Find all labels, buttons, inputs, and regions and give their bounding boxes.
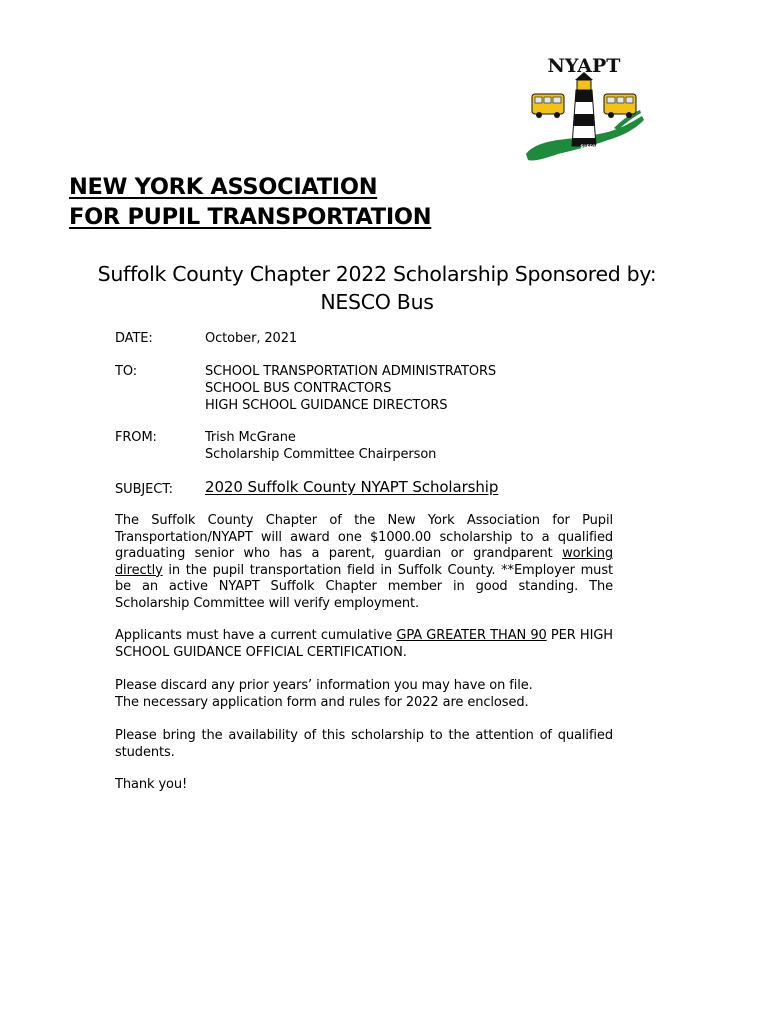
organization-title-line2: FOR PUPIL TRANSPORTATION [69, 204, 432, 230]
subtitle-line2: NESCO Bus [320, 290, 434, 314]
p3-line1: Please discard any prior years’ information you may have on file. [115, 678, 533, 693]
p2-text: Applicants must have a current cumulative [115, 628, 397, 643]
logo-text: NYAPT [547, 55, 621, 77]
date-label: DATE: [115, 331, 153, 346]
p5-text: Thank you! [115, 777, 188, 792]
p1-text-cont: in the pupil transportation field in Suffolk County. **Employer must be an active NYAPT Suffolk Chapter member in good standing. The Scholarship Committee will verify employment. [115, 562, 613, 611]
to-recipient: SCHOOL BUS CONTRACTORS [205, 381, 392, 396]
lighthouse-icon [572, 72, 596, 146]
p3-line2: The necessary application form and rules for 2022 are enclosed. [115, 694, 529, 710]
p1-underlined: working directly [115, 546, 613, 578]
p4-text: Please bring the availability of this scholarship to the attention of qualified students. [115, 728, 613, 760]
from-title: Scholarship Committee Chairperson [205, 447, 437, 462]
closing-text [115, 777, 613, 794]
body-paragraph-3 [115, 678, 613, 711]
to-values [205, 363, 496, 414]
to-label: TO: [115, 364, 138, 379]
subject-label: SUBJECT: [115, 482, 173, 497]
body-paragraph-2 [115, 628, 613, 661]
p2-underlined: GPA GREATER THAN 90 [396, 628, 547, 643]
subtitle-line1: Suffolk County Chapter 2022 Scholarship Sponsored by: [97, 262, 657, 286]
organization-title-line1: NEW YORK ASSOCIATION [69, 174, 378, 200]
school-bus-left-icon [532, 94, 564, 118]
body-paragraph-4 [115, 728, 613, 761]
school-bus-right-icon [604, 94, 636, 118]
to-recipient: HIGH SCHOOL GUIDANCE DIRECTORS [205, 398, 448, 413]
from-values [205, 429, 436, 463]
to-recipient: SCHOOL TRANSPORTATION ADMINISTRATORS [205, 364, 497, 379]
p1-text: The Suffolk County Chapter of the New York Association for Pupil Transportation/NYAPT will award one $1000.00 scholarship to a qualified graduating senior who has a parent, guardian or grandparent [115, 513, 613, 562]
organization-title [69, 172, 431, 232]
from-name: Trish McGrane [205, 430, 296, 445]
logo-banner-text: SUFFOLK CHAPTER [580, 144, 624, 149]
subject-value: 2020 Suffolk County NYAPT Scholarship [205, 478, 499, 496]
body-paragraph-1 [115, 513, 613, 613]
p2-text-cont: PER HIGH SCHOOL GUIDANCE OFFICIAL CERTIFICATION. [115, 628, 613, 660]
date-value: October, 2021 [205, 331, 298, 346]
from-label: FROM: [115, 430, 157, 445]
nyapt-logo [522, 50, 646, 168]
scholarship-subtitle [60, 260, 694, 316]
